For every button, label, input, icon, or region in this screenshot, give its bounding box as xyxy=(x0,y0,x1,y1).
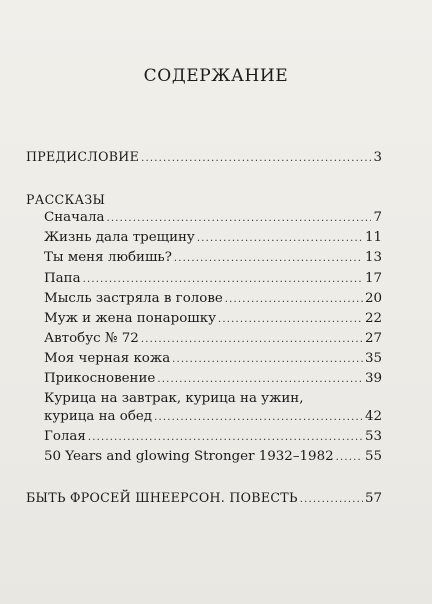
toc-page-number: 20 xyxy=(364,291,382,306)
leader-dots xyxy=(172,352,363,368)
page-title: СОДЕРЖАНИЕ xyxy=(143,66,289,86)
leader-dots xyxy=(154,410,363,426)
toc-page-number: 35 xyxy=(364,351,382,366)
toc-entry-label: 50 Years and glowing Stronger 1932–1982 xyxy=(44,449,334,464)
toc-page-number: 39 xyxy=(364,371,382,386)
toc-page-number: 53 xyxy=(364,429,382,444)
toc-entry-story xyxy=(44,210,382,227)
toc-entry-label: Автобус № 72 xyxy=(44,331,139,346)
leader-dots xyxy=(300,492,363,508)
toc-entry-story xyxy=(44,351,382,368)
toc-entry-label: Ты меня любишь? xyxy=(44,250,172,265)
toc-entry-preface xyxy=(26,149,382,167)
toc-entry-label: Жизнь дала трещину xyxy=(44,230,195,245)
toc-entry-story xyxy=(44,409,382,426)
toc-entry-story xyxy=(44,291,382,308)
toc-page-number: 55 xyxy=(364,449,382,464)
leader-dots xyxy=(141,151,371,167)
toc-entry-label: Папа xyxy=(44,271,81,286)
leader-dots xyxy=(157,372,363,388)
toc-page-number: 27 xyxy=(364,331,382,346)
toc-entry-label: Мысль застряла в голове xyxy=(44,291,223,306)
toc-page-number: 11 xyxy=(364,230,382,245)
leader-dots xyxy=(225,292,363,308)
toc-entry-label: курица на обед xyxy=(44,409,153,424)
toc-page-number: 22 xyxy=(364,311,382,326)
toc-entry-label: Муж и жена понарошку xyxy=(44,311,216,326)
leader-dots xyxy=(336,450,363,466)
toc-entry-label: Прикосновение xyxy=(44,371,156,386)
toc-entry-story xyxy=(44,250,382,267)
toc-entry-story xyxy=(44,230,382,247)
leader-dots xyxy=(141,332,363,348)
toc-entry-novella xyxy=(26,490,382,508)
leader-dots xyxy=(218,312,363,328)
leader-dots xyxy=(83,272,363,288)
toc-entry-label: БЫТЬ ФРОСЕЙ ШНЕЕРСОН. ПОВЕСТЬ xyxy=(26,490,298,505)
toc-entry-story xyxy=(44,371,382,388)
toc-entry-story xyxy=(44,331,382,348)
toc-page-number: 57 xyxy=(364,491,382,506)
toc-page-number: 3 xyxy=(373,150,382,165)
toc-entry-story xyxy=(44,271,382,288)
leader-dots xyxy=(174,251,363,267)
leader-dots xyxy=(197,231,363,247)
toc-page-number: 13 xyxy=(364,250,382,265)
leader-dots xyxy=(106,211,371,227)
toc-entry-label-line1: Курица на завтрак, курица на ужин, xyxy=(44,391,304,406)
leader-dots xyxy=(88,430,363,446)
toc-page-number: 17 xyxy=(364,271,382,286)
toc-page-number: 7 xyxy=(373,210,382,225)
section-heading-stories: РАССКАЗЫ xyxy=(26,192,106,207)
toc-page-number: 42 xyxy=(364,409,382,424)
toc-entry-story xyxy=(44,429,382,446)
toc-entry-label: Сначала xyxy=(44,210,105,225)
toc-entry-story xyxy=(44,449,382,466)
toc-entry-story xyxy=(44,311,382,328)
toc-entry-label: Моя черная кожа xyxy=(44,351,171,366)
toc-entry-label: ПРЕДИСЛОВИЕ xyxy=(26,149,140,164)
toc-entry-label: Голая xyxy=(44,429,86,444)
